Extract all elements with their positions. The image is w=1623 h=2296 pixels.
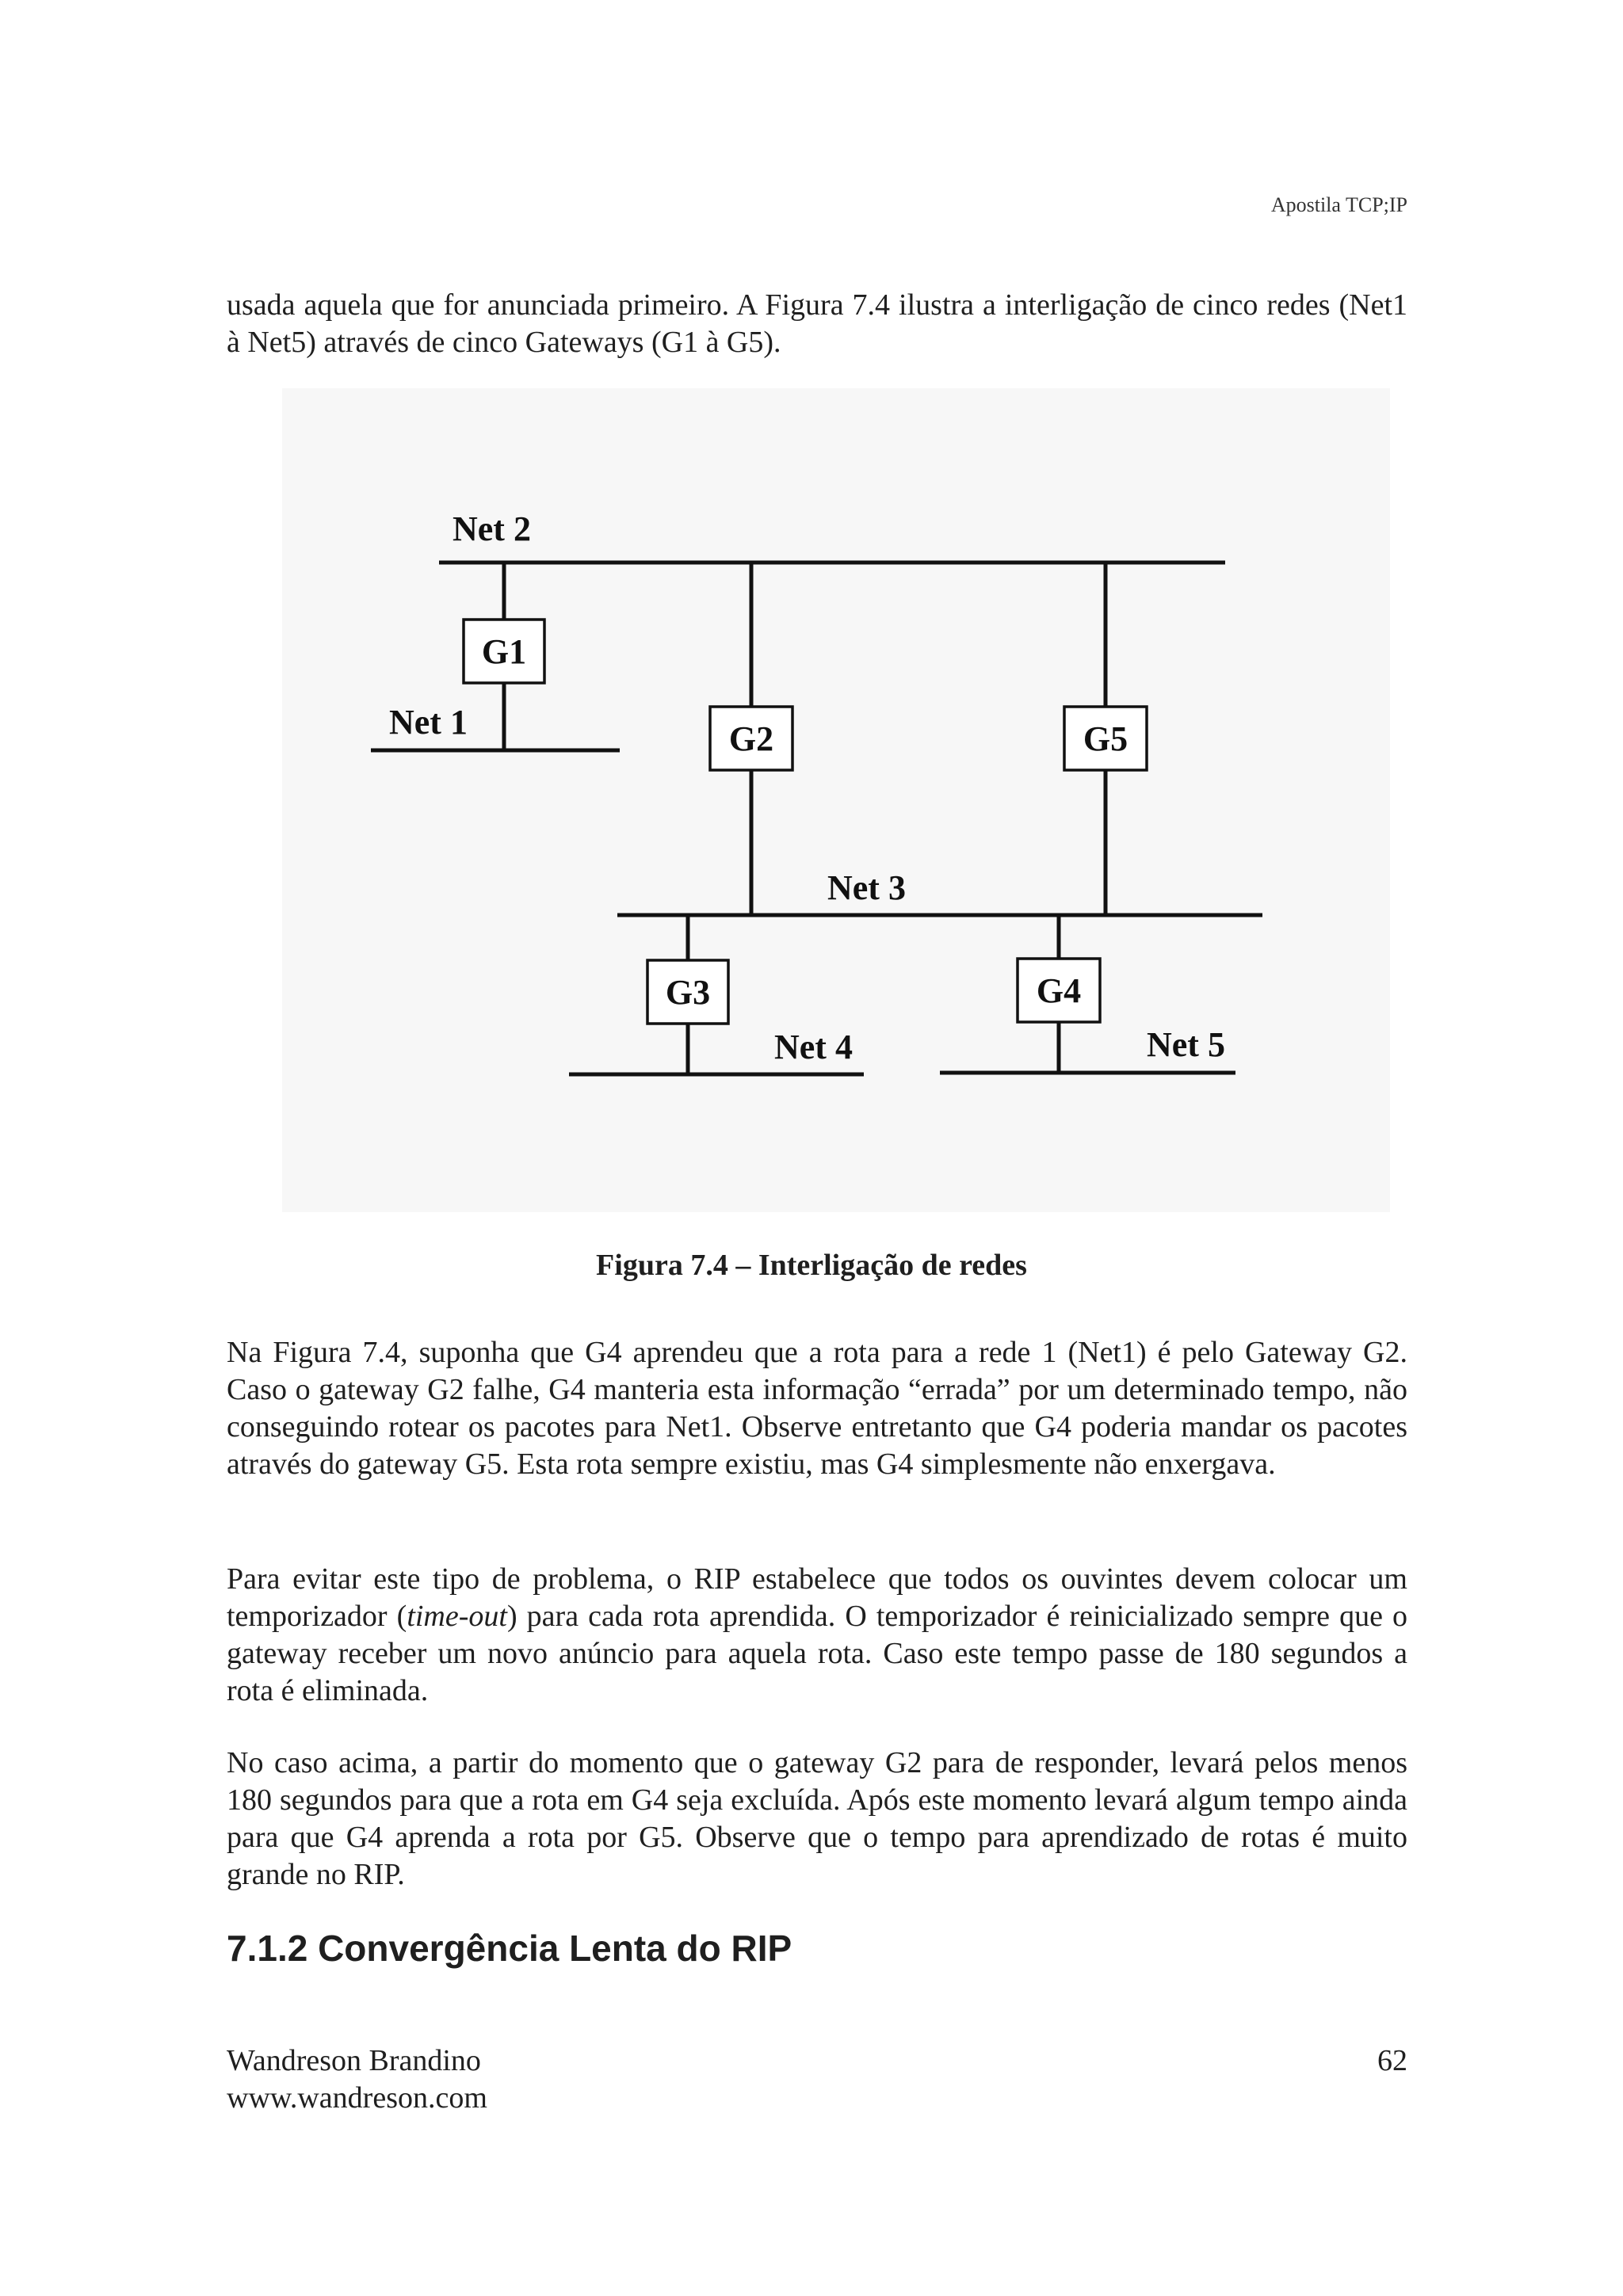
network-diagram	[282, 388, 1390, 1212]
g3-label: G3	[665, 973, 711, 1012]
footer-author: Wandreson Brandino	[227, 2044, 481, 2077]
net3-label: Net 3	[827, 868, 906, 907]
paragraph-2	[227, 1561, 1407, 1710]
paragraph-2-text-a: Para evitar este tipo de problema, o RIP estabelece que todos os ouvintes devem colocar um temporizador (	[227, 1562, 1407, 1633]
net1-label: Net 1	[389, 703, 468, 742]
g1-label: G1	[481, 632, 527, 671]
g5-label: G5	[1083, 719, 1128, 758]
intro-paragraph: usada aquela que for anunciada primeiro. A Figura 7.4 ilustra a interligação de cinco redes (Net1 à Net5) através de cinco Gateways (G1 à G5).	[227, 288, 1407, 359]
footer-website: www.wandreson.com	[227, 2081, 487, 2115]
g4-label: G4	[1036, 971, 1082, 1010]
figure-caption: Figura 7.4 – Interligação de redes	[596, 1249, 1027, 1282]
net2-label: Net 2	[453, 509, 531, 548]
footer	[227, 2042, 487, 2117]
paragraph-2-italic: time-out	[407, 1600, 507, 1633]
paragraph-3: No caso acima, a partir do momento que o gateway G2 para de responder, levará pelos menos 180 segundos para que a rota em G4 seja excluída. Após este momento levará algum tempo ainda para que G4 aprenda a rota por G5. Observe que o tempo para aprendizado de rotas é muito grande no RIP.	[227, 1746, 1407, 1891]
g2-label: G2	[728, 719, 774, 758]
paragraph-2-text-b: ) para cada rota aprendida. O temporizador é reinicializado sempre que o gateway receber um novo anúncio para aquela rota. Caso este tempo passe de 180 segundos a rota é eliminada.	[227, 1600, 1408, 1707]
running-header: Apostila TCP;IP	[1270, 193, 1407, 216]
net5-label: Net 5	[1147, 1025, 1225, 1064]
page-number: 62	[1377, 2044, 1407, 2077]
network-figure	[282, 388, 1390, 1212]
net4-label: Net 4	[774, 1028, 853, 1066]
section-heading: 7.1.2 Convergência Lenta do RIP	[227, 1928, 792, 1969]
paragraph-1: Na Figura 7.4, suponha que G4 aprendeu que a rota para a rede 1 (Net1) é pelo Gateway G2. Caso o gateway G2 falhe, G4 manteria esta informação “errada” por um determinado tempo, não conseguindo rotear os pacotes para Net1. Observe entretanto que G4 poderia mandar os pacotes através do gateway G5. Esta rota sempre existiu, mas G4 simplesmente não enxergava.	[227, 1336, 1407, 1481]
